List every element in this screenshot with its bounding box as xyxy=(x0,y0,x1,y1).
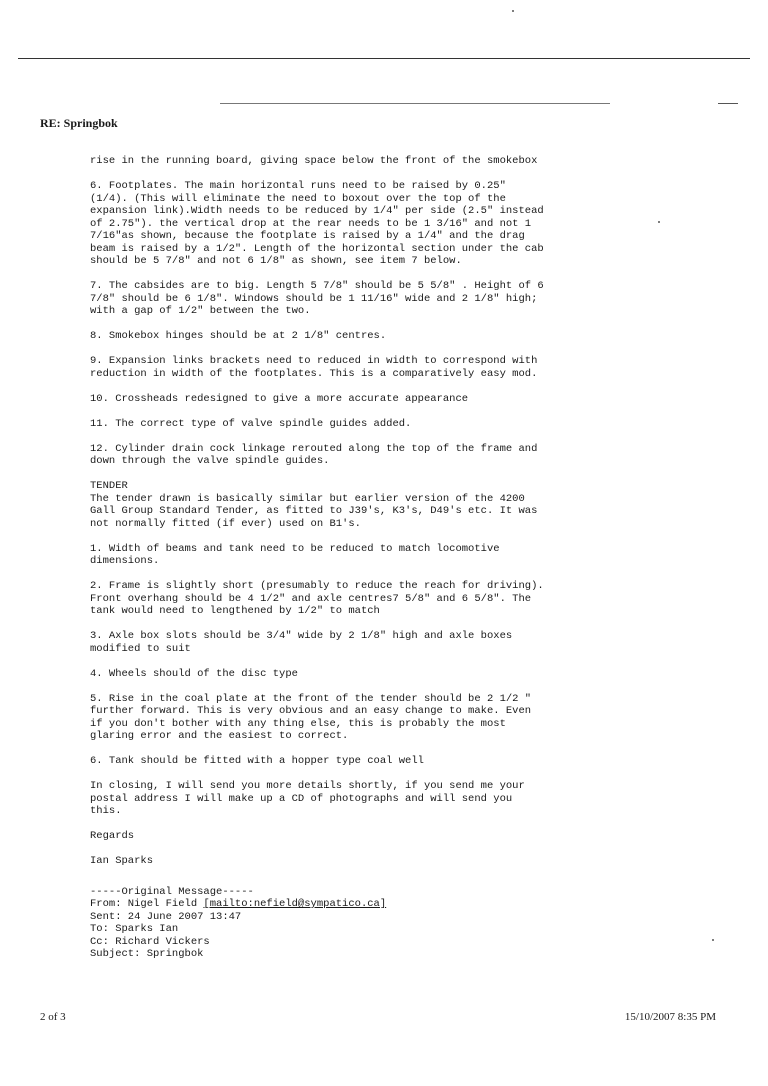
body-paragraph: 11. The correct type of valve spindle guides added. xyxy=(90,417,412,430)
scan-speck xyxy=(712,939,714,941)
body-paragraph: rise in the running board, giving space below the front of the smokebox xyxy=(90,155,538,167)
header-divider-right xyxy=(718,103,738,104)
original-from xyxy=(90,898,600,911)
tender-paragraph: 2. Frame is slightly short (presumably to reduce the reach for driving). Front overhang should be 4 1/2" and axle centres7 5/8" and 6 5/8". The tank would need to lengthened by 1/2" to match xyxy=(90,580,544,617)
regards: Regards xyxy=(90,830,135,842)
email-body xyxy=(90,155,600,961)
header-divider xyxy=(220,103,610,104)
tender-paragraph: 6. Tank should be fitted with a hopper type coal well xyxy=(90,755,424,767)
signature-name: Ian Sparks xyxy=(90,855,154,867)
tender-paragraph: 4. Wheels should of the disc type xyxy=(90,667,298,680)
original-sent: Sent: 24 June 2007 13:47 xyxy=(90,910,242,923)
tender-paragraph: 5. Rise in the coal plate at the front of the tender should be 2 1/2 " further forward. This is very obvious and an easy change to make. Even if you don't bother with any thing else, this is probably the most glaring error and the easiest to correct. xyxy=(90,692,532,742)
scan-speck xyxy=(512,10,514,12)
top-divider xyxy=(18,58,750,59)
original-message-separator: -----Original Message----- xyxy=(90,885,254,898)
original-subject: Subject: Springbok xyxy=(90,948,204,960)
print-datetime: 15/10/2007 8:35 PM xyxy=(624,1011,716,1023)
tender-paragraph: 3. Axle box slots should be 3/4" wide by 2 1/8" high and axle boxes modified to suit xyxy=(90,630,513,655)
body-paragraph: 12. Cylinder drain cock linkage rerouted along the top of the frame and down through the valve spindle guides. xyxy=(90,442,538,467)
tender-heading: TENDER xyxy=(90,480,128,492)
tender-paragraph: The tender drawn is basically similar but earlier version of the 4200 Gall Group Standard Tender, as fitted to J39's, K3's, D49's etc. It was not normally fitted (if ever) used on B1's. xyxy=(90,492,538,530)
closing-paragraph: In closing, I will send you more details shortly, if you send me your postal address I will make up a CD of photographs and will send you this. xyxy=(90,780,525,817)
original-message-block xyxy=(90,886,600,961)
body-paragraph: 9. Expansion links brackets need to reduced in width to correspond with reduction in width of the footplates. This is a comparatively easy mod. xyxy=(90,355,538,380)
mailto-link[interactable]: [mailto:nefield@sympatico.ca] xyxy=(203,898,387,910)
from-label: From: Nigel Field xyxy=(90,898,204,910)
email-subject-header: RE: Springbok xyxy=(40,116,118,130)
original-cc: Cc: Richard Vickers xyxy=(90,935,210,948)
tender-paragraph: 1. Width of beams and tank need to be reduced to match locomotive dimensions. xyxy=(90,542,500,567)
body-paragraph: 8. Smokebox hinges should be at 2 1/8" centres. xyxy=(90,330,387,342)
page-number: 2 of 3 xyxy=(40,1011,66,1023)
body-paragraph: 10. Crossheads redesigned to give a more accurate appearance xyxy=(90,392,469,405)
body-paragraph: 6. Footplates. The main horizontal runs need to be raised by 0.25" (1/4). (This will eliminate the need to boxout over the top of the expansion link).Width needs to be reduced by 1/4" per side (2.5" instead of 2.75"). the vertical drop at the rear needs to be 1 3/16" and not 1 7/16"as shown, because the footplate is raised by a 1/4" and the drag beam is raised by a 1/2". Length of the horizontal section under the cab should be 5 7/8" and not 6 1/8" as shown, see item 7 below. xyxy=(90,180,544,267)
body-paragraph: 7. The cabsides are to big. Length 5 7/8" should be 5 5/8" . Height of 6 7/8" should be 6 1/8". Windows should be 1 11/16" wide and 2 1/8" high; with a gap of 1/2" between the two. xyxy=(90,280,544,317)
original-to: To: Sparks Ian xyxy=(90,923,179,935)
scan-speck xyxy=(658,221,660,223)
